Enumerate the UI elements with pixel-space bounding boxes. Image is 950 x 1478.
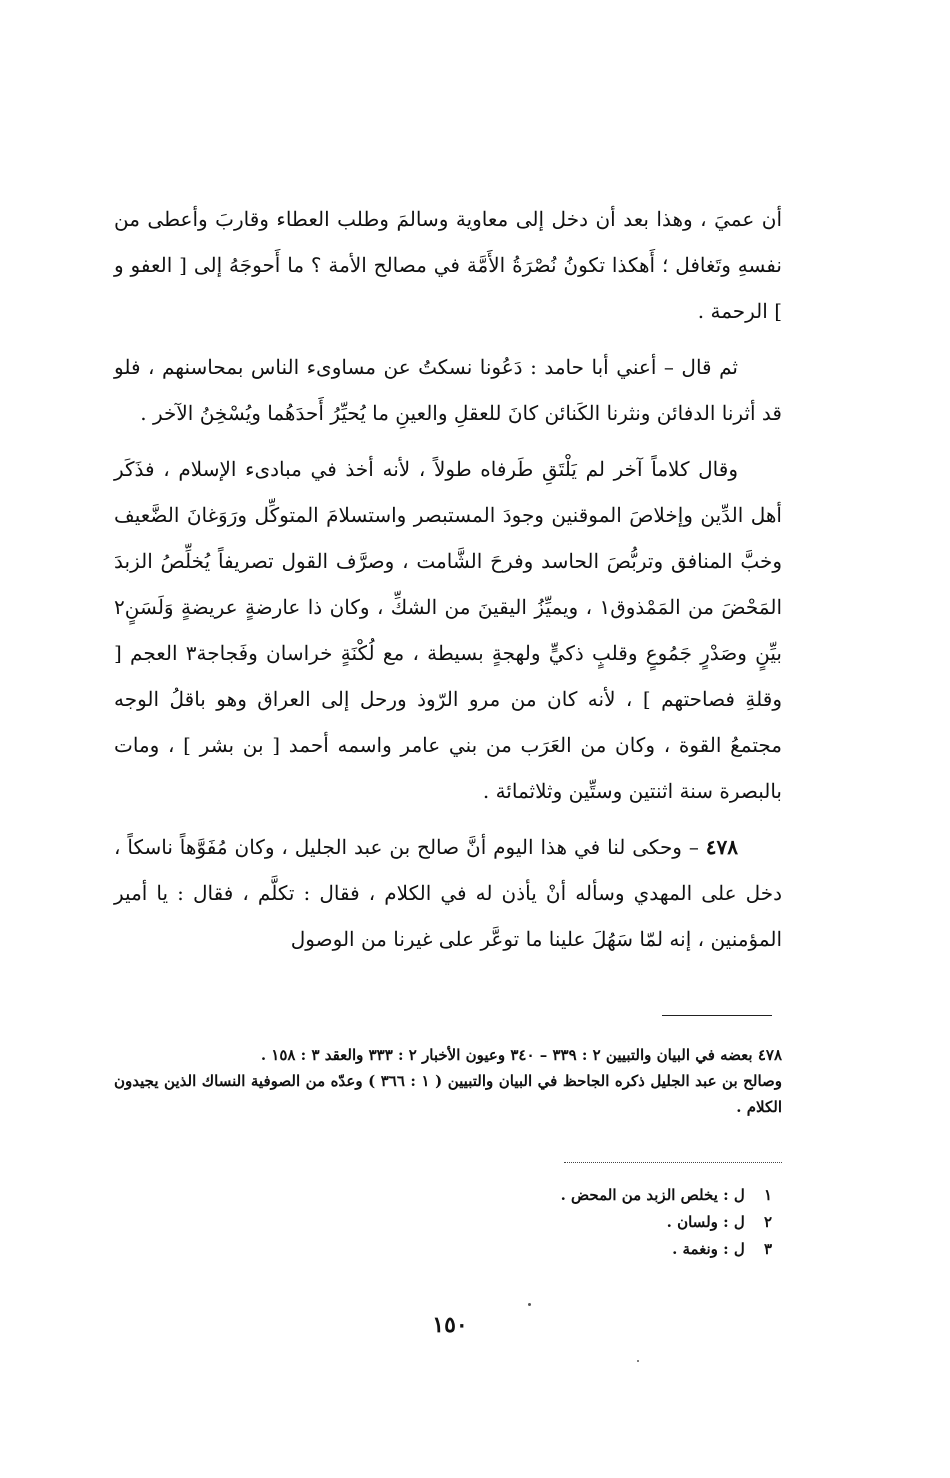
variant-number: ٣ (763, 1240, 772, 1258)
main-text (114, 196, 782, 962)
dotted-separator (564, 1162, 782, 1163)
print-speck (528, 1303, 531, 1306)
variant-number: ٢ (763, 1213, 772, 1231)
variant-note (372, 1209, 772, 1236)
variant-note (372, 1182, 772, 1209)
variant-note (372, 1236, 772, 1263)
entry-footnote-text-1: بعضه في البيان والتبيين ٢ : ٣٣٩ – ٣٤٠ وعيون الأخبار ٢ : ٣٣٣ والعقد ٣ : ١٥٨ . (260, 1046, 753, 1064)
entry-footnote-line-1 (114, 1042, 782, 1068)
entry-paragraph (114, 824, 782, 962)
entry-dash: – (688, 835, 699, 859)
print-speck (637, 1360, 639, 1362)
entry-text: وحكى لنا في هذا اليوم أنَّ صالح بن عبد الجليل ، وكان مُفَوَّهاً ناسكاً ، دخل على المهدي وسأله أنْ يأذن له في الكلام ، فقال : تكلَّم ، فقال : يا أمير المؤمنين ، إنه لمّا سَهُلَ علينا ما توعَّر على غيرنا من الوصول (114, 835, 782, 951)
paragraph-2: ثم قال – أعني أبا حامد : دَعُونا نسكتُ عن مساوىء الناس بمحاسنهم ، فلو قد أثرنا الدفائن ونثرنا الكَنائن كانَ للعقلِ والعينِ ما يُحيِّرُ أَحدَهُما ويُسْخِنُ الآخر . (114, 355, 782, 425)
footnote-rule (662, 1015, 772, 1016)
variant-notes (372, 1182, 772, 1263)
entry-number: ٤٧٨ (705, 835, 739, 859)
entry-footnote (114, 1042, 782, 1120)
variant-text: ل : يخلص الزبد من المحض . (560, 1186, 745, 1204)
variant-text: ل : ولسان . (666, 1213, 745, 1231)
entry-footnote-line-2: وصالح بن عبد الجليل ذكره الجاحظ في البيان والتبيين ( ١ : ٣٦٦ ) وعدّه من الصوفية النساك الذين يجيدون الكلام . (114, 1072, 782, 1116)
paragraph-1: أن عميَ ، وهذا بعد أن دخل إلى معاوية وسالمَ وطلب العطاء وقاربَ وأعطى من نفسهِ وتَغافل ؛ أَهكذا تكونُ نُصْرَةُ الأَمَّة في مصالح الأمة ؟ ما أَحوجَهُ إلى [ العفو و ] الرحمة . (114, 207, 782, 323)
page-number: ١٥٠ (432, 1312, 468, 1338)
entry-footnote-number: ٤٧٨ (757, 1046, 782, 1064)
variant-text: ل : ونغمة . (672, 1240, 745, 1258)
variant-number: ١ (763, 1186, 772, 1204)
paragraph-3: وقال كلاماً آخر لم يَلْتَقِ طَرفاه طولاً ، لأنه أخذ في مبادىء الإسلام ، فذَكَر أهل الدِّين وإخلاصَ الموقنين وجودَ المستبصر واستسلامَ المتوكِّل ورَوَغانَ الضَّعيف وخبَّ المنافق وتربُّصَ الحاسد وفرحَ الشَّامت ، وصرَّف القول تصريفاً يُخلِّصُ الزبدَ المَحْضَ من المَمْذوق١ ، ويميِّزُ اليقينَ من الشكِّ ، وكان ذا عارضةٍ عريضةٍ وَلَسَنٍ٢ بيِّنٍ وصَدْرٍ جَمُوعٍ وقلبٍ ذكيٍّ ولهجةٍ بسيطة ، مع لُكْنَةٍ خراسان وفَجاجة٣ العجم [ وقلةِ فصاحتهم ] ، لأنه كان من مرو الرّوذ ورحل إلى العراق وهو باقلُ الوجه مجتمعُ القوة ، وكان من العَرَب من بني عامر واسمه أحمد [ بن بشر ] ، ومات بالبصرة سنة اثنتين وستِّين وثلاثمائة . (114, 457, 783, 803)
